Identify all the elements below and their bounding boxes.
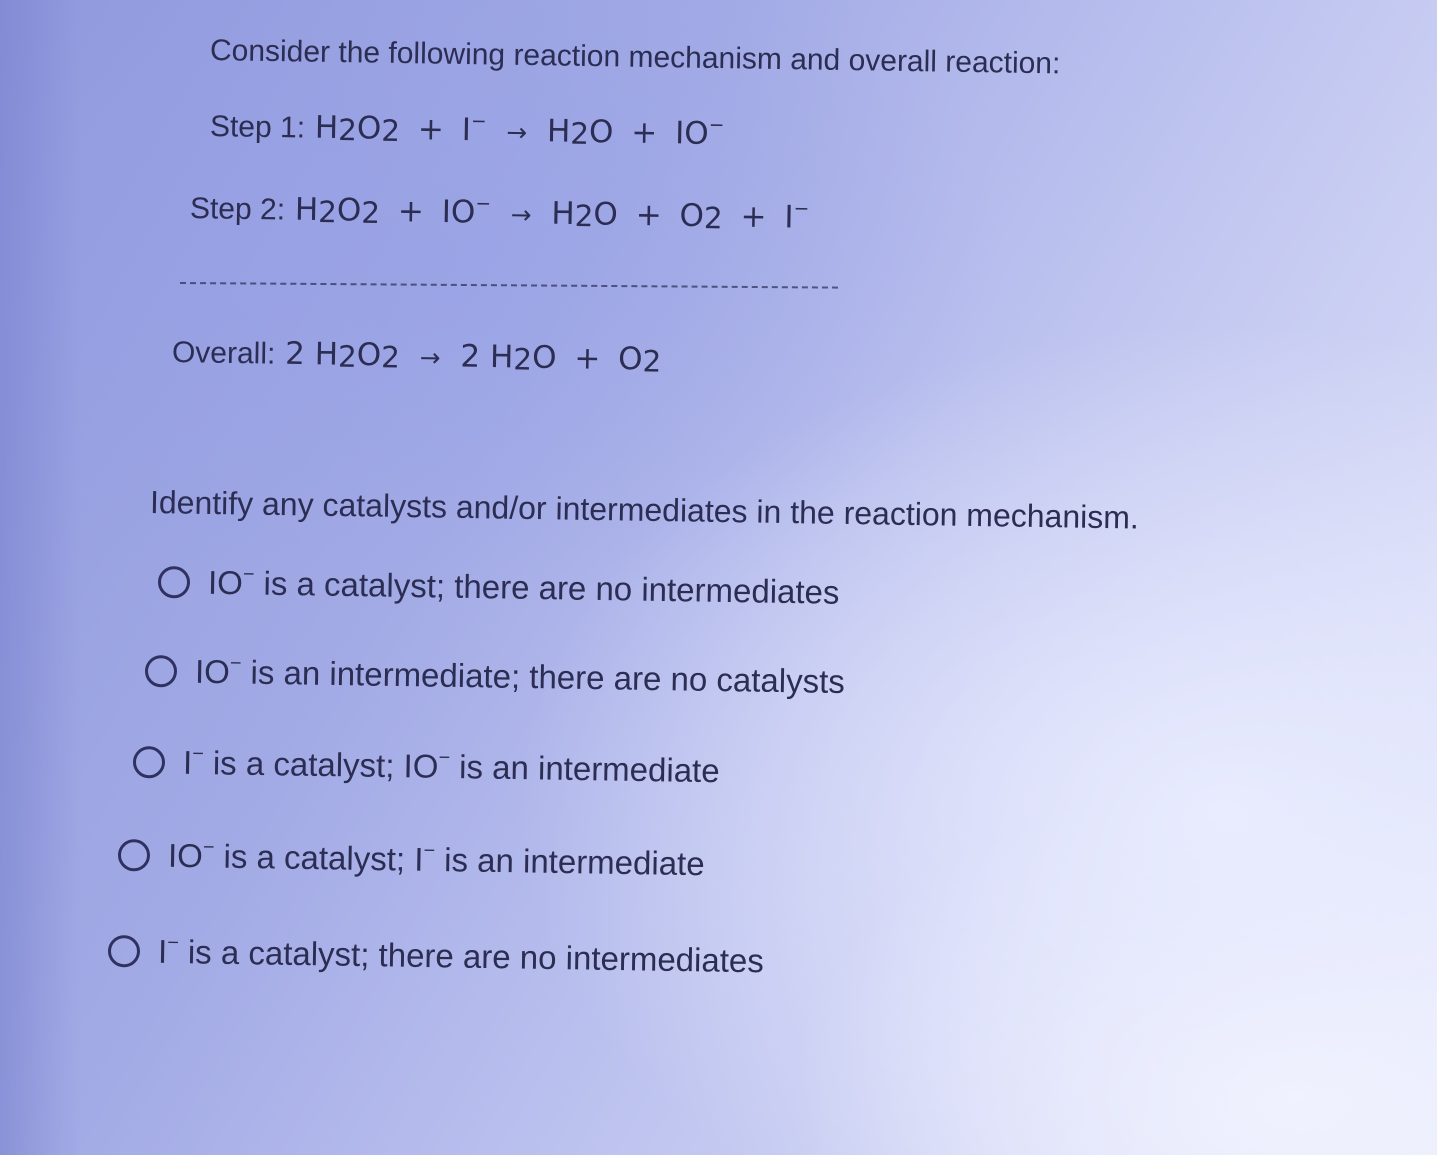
iodide-ion: I− (461, 111, 487, 149)
iodide-ion: I− (784, 198, 810, 236)
intro-text: Consider the following reaction mechanism and overall reaction: (209, 34, 1061, 81)
arrow: → (506, 117, 528, 147)
h2o2-formula: H2O2 (294, 191, 381, 230)
overall-equation (172, 334, 662, 378)
o2-formula: O2 (617, 341, 662, 379)
hypoiodite-ion: IO− (674, 114, 725, 152)
option-label: IO− is a catalyst; there are no intermediates (207, 563, 840, 611)
question-prompt: Identify any catalysts and/or intermediates in the reaction mechanism. (149, 484, 1140, 536)
h2o2-formula: H2O2 (314, 336, 401, 375)
plus-sign: + (417, 111, 445, 148)
answer-option-2[interactable] (145, 652, 845, 701)
plus-sign: + (397, 193, 425, 230)
step-2-label: Step 2: (189, 192, 286, 227)
radio-button-icon[interactable] (145, 655, 177, 687)
h2o-formula: H2O (551, 195, 619, 234)
h2o-formula: H2O (546, 113, 614, 151)
answer-option-1[interactable] (158, 563, 840, 612)
dashed-divider (180, 282, 838, 289)
plus-sign: + (635, 197, 662, 234)
option-label: IO− is an intermediate; there are no catalysts (194, 652, 846, 700)
reactant-coefficient: 2 (284, 335, 306, 373)
arrow: → (419, 342, 441, 373)
answer-option-5[interactable] (108, 932, 764, 980)
radio-button-icon[interactable] (133, 746, 165, 778)
plus-sign: + (740, 198, 767, 236)
o2-formula: O2 (679, 197, 723, 236)
overall-label: Overall: (171, 336, 276, 371)
h2o2-formula: H2O2 (314, 109, 401, 148)
option-label: I− is a catalyst; there are no intermediates (157, 932, 765, 980)
radio-button-icon[interactable] (108, 935, 140, 967)
step-2-equation (190, 190, 810, 236)
plus-sign: + (631, 114, 658, 152)
step-1-equation (210, 108, 725, 152)
answer-option-4[interactable] (118, 836, 705, 883)
option-label: IO− is a catalyst; I− is an intermediate (167, 836, 705, 883)
radio-button-icon[interactable] (118, 839, 150, 871)
hypoiodite-ion: IO− (441, 193, 492, 231)
h2o-formula: H2O (489, 338, 557, 377)
plus-sign: + (574, 340, 601, 377)
option-label: I− is a catalyst; IO− is an intermediate (182, 743, 720, 790)
arrow: → (510, 200, 532, 230)
product-coefficient: 2 (460, 338, 481, 375)
step-1-label: Step 1: (209, 110, 306, 145)
answer-option-3[interactable] (133, 743, 720, 790)
radio-button-icon[interactable] (158, 566, 190, 598)
